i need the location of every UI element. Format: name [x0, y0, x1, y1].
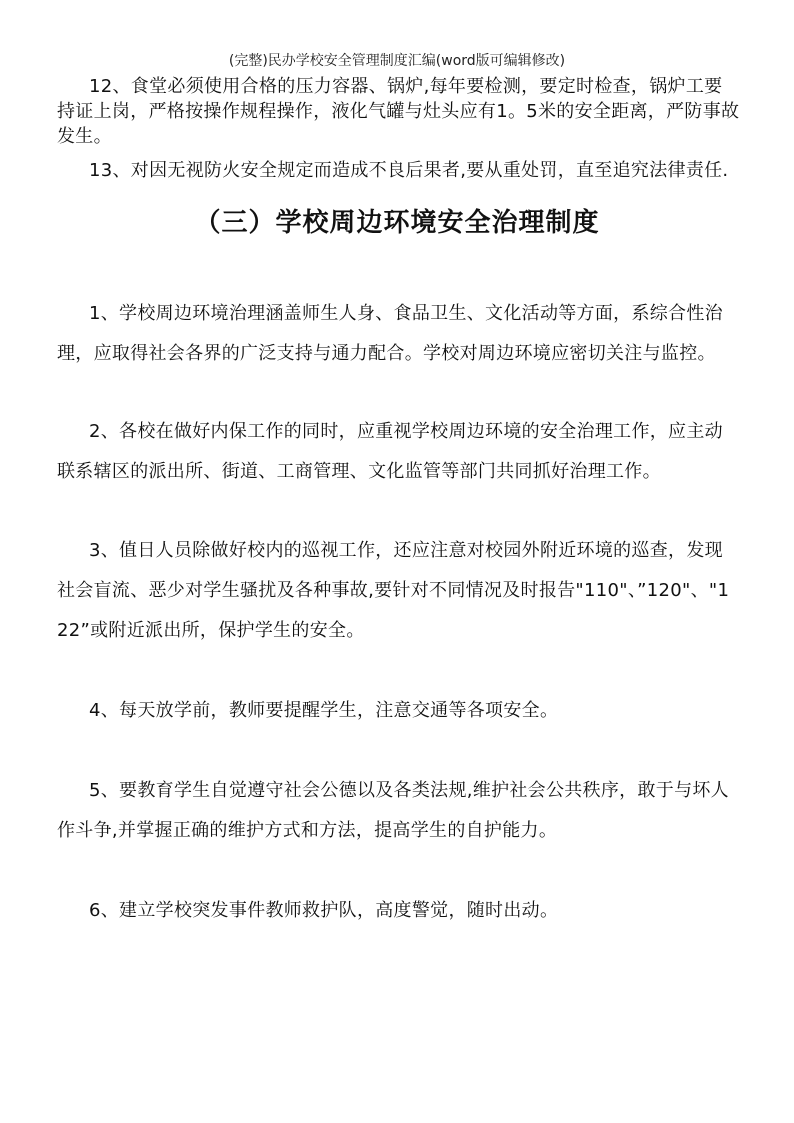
section-item-6: 6、建立学校突发事件教师救护队，高度警觉，随时出动。 — [89, 900, 559, 921]
section-title: （三）学校周边环境安全治理制度 — [194, 208, 600, 238]
paragraph-item-12: 12、食堂必须使用合格的压力容器、锅炉,每年要检测，要定时检查，锅炉工要持证上岗，严格按操作规程操作，液化气罐与灶头应有1。5米的安全距离，严防事故发生。 — [57, 76, 740, 147]
section-item-3: 3、值日人员除做好校内的巡视工作，还应注意对校园外附近环境的巡查，发现社会盲流、恶少对学生骚扰及各种事故,要针对不同情况及时报告"110"、”120"、"122”或附近派出所，保护学生的安全。 — [57, 540, 730, 641]
section-item-4: 4、每天放学前，教师要提醒学生，注意交通等各项安全。 — [89, 700, 559, 721]
section-item-2: 2、各校在做好内保工作的同时，应重视学校周边环境的安全治理工作，应主动联系辖区的派出所、街道、工商管理、文化监管等部门共同抓好治理工作。 — [57, 421, 723, 482]
section-item-5: 5、要教育学生自觉遵守社会公德以及各类法规,维护社会公共秩序，敢于与坏人作斗争,并掌握正确的维护方式和方法，提高学生的自护能力。 — [57, 780, 729, 841]
page-header: (完整)民办学校安全管理制度汇编(word版可编辑修改) — [228, 53, 566, 69]
section-item-1: 1、学校周边环境治理涵盖师生人身、食品卫生、文化活动等方面，系综合性治理，应取得社会各界的广泛支持与通力配合。学校对周边环境应密切关注与监控。 — [57, 303, 723, 364]
paragraph-item-13: 13、对因无视防火安全规定而造成不良后果者,要从重处罚，直至追究法律责任. — [89, 160, 729, 181]
